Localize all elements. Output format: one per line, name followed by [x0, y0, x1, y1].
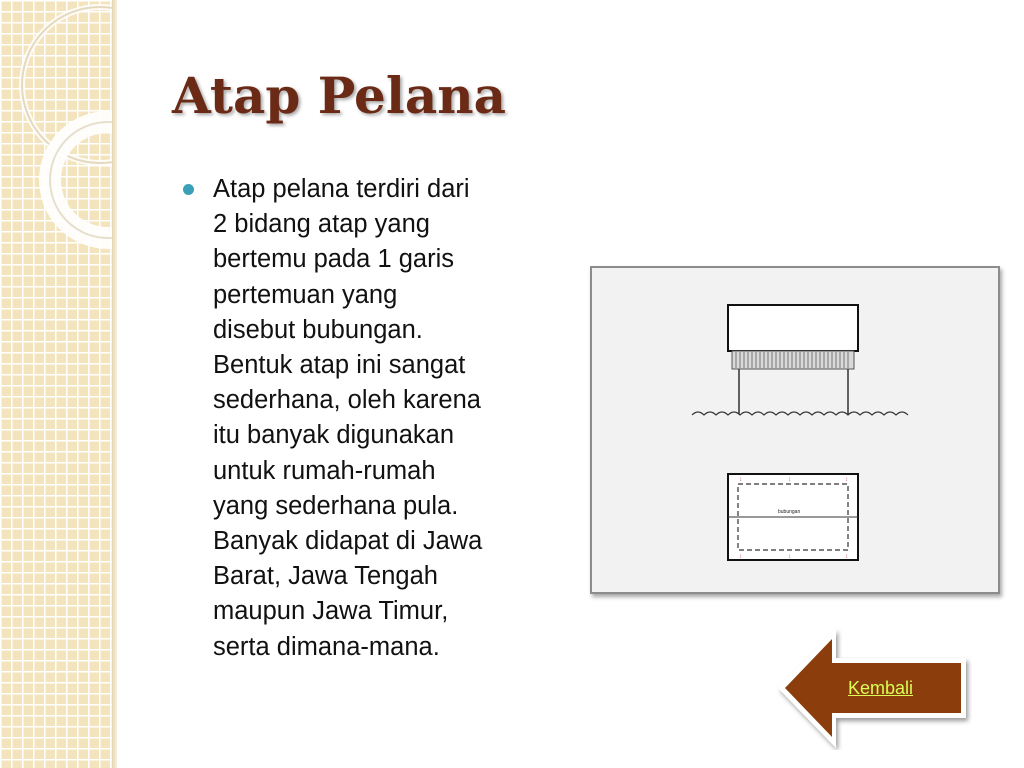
svg-text:↕: ↕ [739, 477, 742, 483]
back-button[interactable] [776, 626, 972, 750]
side-strip-border [112, 0, 117, 768]
svg-text:↕: ↕ [845, 554, 848, 560]
svg-text:↕: ↕ [788, 554, 791, 560]
svg-text:↕: ↕ [788, 477, 791, 483]
svg-text:↕: ↕ [739, 554, 742, 560]
slide-title: Atap Pelana [172, 66, 506, 125]
decorative-rings [0, 0, 112, 768]
bullet-icon [183, 184, 194, 195]
ridge-label: bubungan [778, 509, 801, 515]
bullet-text: Atap pelana terdiri dari 2 bidang atap yang bertemu pada 1 garis pertemuan yang disebut bubungan. Bentuk atap ini sangat sederhana, oleh karena itu banyak digunakan untuk rumah-rumah yang sederhana pula. Banyak didapat di Jawa Barat, Jawa Tengah maupun Jawa Timur, serta dimana-mana. [213, 175, 483, 661]
svg-text:↕: ↕ [845, 477, 848, 483]
decorative-side-strip [0, 0, 112, 768]
gable-roof-diagram [590, 266, 1000, 594]
roof-drawing [592, 268, 998, 592]
back-link-label[interactable]: Kembali [848, 678, 914, 698]
